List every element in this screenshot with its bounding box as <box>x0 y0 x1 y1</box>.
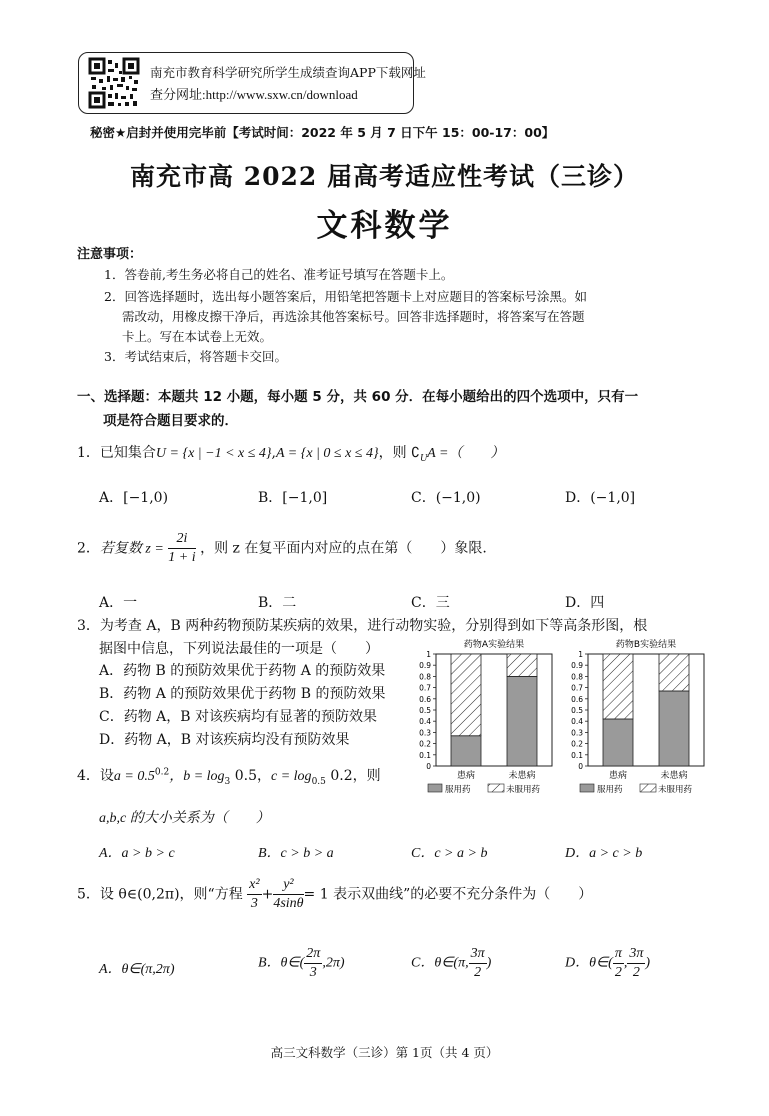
y-tick-label: 0.6 <box>419 694 431 704</box>
q4-a-exp: 0.2 <box>154 767 170 778</box>
q5-option-d[interactable]: D．θ∈( $\frac{\pi}{2}$ , $\frac{3\pi}{2}$ ) <box>565 946 651 980</box>
instruction-item: 卡上。写在本试卷上无效。 <box>122 329 273 344</box>
q4-text: 设 <box>99 768 114 784</box>
q1-set-a: A = {x | 0 ≤ x ≤ 4} <box>275 446 379 461</box>
q4-text-line2: a,b,c 的大小关系为（ ） <box>99 811 270 826</box>
bar-took-drug <box>451 736 481 766</box>
section-heading-line2: 项是符合题目要求的． <box>103 413 238 429</box>
q5-fraction-y: $\frac{\text{y²}}{4\sin\theta}$ <box>273 877 304 911</box>
category-label: 患病 <box>608 771 628 781</box>
category-label: 未患病 <box>660 771 688 781</box>
qr-caption-line2[interactable]: 查分网址:http://www.sxw.cn/download <box>150 87 358 102</box>
q4-b-sub: 3 <box>224 776 231 787</box>
instruction-item: 3．考试结束后，将答题卡交回。 <box>104 349 287 364</box>
y-tick-label: 0 <box>426 762 431 771</box>
q2-text: 若复数 z = <box>99 541 164 557</box>
qr-code-icon[interactable] <box>88 57 140 109</box>
question-number: 1． <box>77 445 100 461</box>
q3-charts <box>410 636 730 796</box>
q2-option-b[interactable]: B．二 <box>258 595 297 611</box>
page-footer: 高三文科数学（三诊）第 1页（共 4 页） <box>270 1045 499 1060</box>
q2-option-c[interactable]: C．三 <box>411 595 450 611</box>
y-tick-label: 0.2 <box>419 739 431 749</box>
y-tick-label: 0.1 <box>571 750 583 760</box>
y-tick-label: 0.5 <box>419 706 431 715</box>
exam-title: 南充市高 2022 届高考适应性考试（三诊） <box>130 162 639 191</box>
instruction-item: 需改动，用橡皮擦干净后，再选涂其他答案标号。回答非选择题时，将答案写在答题 <box>122 309 585 324</box>
question-2 <box>77 530 487 567</box>
instructions-heading: 注意事项： <box>77 247 143 262</box>
q1-set-u: U = {x | −1 < x ≤ 4} <box>155 446 272 461</box>
y-tick-label: 0.4 <box>571 717 583 727</box>
y-tick-label: 0.9 <box>571 661 583 671</box>
q2-fraction: $\frac{2i}{1 + i}$ <box>168 531 196 565</box>
q1-comma: , <box>271 445 276 461</box>
y-tick-label: 0.3 <box>419 728 431 738</box>
exam-subject: 文科数学 <box>316 208 453 244</box>
y-tick-label: 0.4 <box>419 717 431 727</box>
q4-c: c = log <box>271 769 312 784</box>
y-tick-label: 0.5 <box>571 706 583 715</box>
bar-no-drug <box>659 654 689 691</box>
q2-option-d[interactable]: D．四 <box>565 595 605 611</box>
y-tick-label: 0.9 <box>419 661 431 671</box>
y-tick-label: 0.7 <box>419 683 431 693</box>
q3-option-c[interactable]: C．药物 A，B 对该疾病均有显著的预防效果 <box>99 709 378 725</box>
bar-no-drug <box>507 654 537 676</box>
bar-took-drug <box>603 719 633 766</box>
y-tick-label: 0.7 <box>571 683 583 693</box>
y-tick-label: 0.8 <box>419 672 431 682</box>
bar-took-drug <box>507 676 537 766</box>
q5-text: 设 θ∈(0,2π)，则“方程 <box>99 886 243 903</box>
legend-label: 未服用药 <box>506 785 541 795</box>
section-heading-line1: 一、选择题：本题共 12 小题，每小题 5 分，共 60 分．在每小题给出的四个选项中，只有一 <box>77 389 639 405</box>
q1-text: 已知集合 <box>99 445 156 461</box>
question-number: 2． <box>77 540 100 557</box>
q4-b: ，b = log <box>169 769 225 784</box>
legend-swatch-no-drug <box>488 784 504 792</box>
q1-option-b[interactable]: B．[−1,0] <box>258 490 328 506</box>
question-4 <box>77 765 381 787</box>
q3-option-a[interactable]: A．药物 B 的预防效果优于药物 A 的预防效果 <box>99 663 386 679</box>
q1-tail: A =（ ） <box>427 446 505 461</box>
chart-title: 药物A实验结果 <box>463 640 525 650</box>
category-label: 未患病 <box>508 771 536 781</box>
q2-option-a[interactable]: A．一 <box>99 595 138 611</box>
legend-label: 未服用药 <box>658 785 693 795</box>
q5-option-b[interactable]: B．θ∈( $\frac{2\pi}{3}$ ,2π) <box>258 946 345 980</box>
q4-a: a = 0.5 <box>113 769 155 784</box>
question-number: 3． <box>77 618 100 634</box>
legend-swatch-no-drug <box>640 784 656 792</box>
q4-c-tail: 0.2，则 <box>325 768 381 784</box>
q3-option-d[interactable]: D．药物 A，B 对该疾病均没有预防效果 <box>99 732 350 748</box>
y-tick-label: 1 <box>426 650 431 659</box>
instruction-item: 1．答卷前,考生务必将自己的姓名、准考证号填写在答题卡上。 <box>104 267 454 282</box>
y-tick-label: 1 <box>578 650 583 659</box>
q5-fraction-x: $\frac{\text{x²}}{3}$ <box>249 877 260 911</box>
q5-option-a[interactable]: A．θ∈(π,2π) <box>99 962 175 977</box>
q1-option-d[interactable]: D．(−1,0] <box>565 490 636 506</box>
q4-c-sub: 0.5 <box>311 776 326 787</box>
bar-no-drug <box>451 654 481 736</box>
y-tick-label: 0.6 <box>571 694 583 704</box>
q5-tail: = 1 表示双曲线”的必要不充分条件为（ ） <box>303 886 593 903</box>
exam-time-notice: 秘密★启封并使用完毕前【考试时间：2022 年 5 月 7 日下午 15：00-17：00】 <box>90 125 555 140</box>
q1-complement: ，则 ∁ <box>378 445 420 461</box>
y-tick-label: 0.1 <box>419 750 431 760</box>
question-5 <box>77 876 592 913</box>
legend-label: 服用药 <box>445 785 471 795</box>
y-tick-label: 0.2 <box>571 739 583 749</box>
section-heading <box>77 385 717 433</box>
bar-no-drug <box>603 654 633 719</box>
question-number: 4． <box>77 768 100 784</box>
q4-option-c[interactable]: C．c > a > b <box>411 846 488 861</box>
question-1 <box>77 442 504 464</box>
bar-took-drug <box>659 691 689 766</box>
q5-plus: + <box>261 886 274 903</box>
category-label: 患病 <box>456 771 476 781</box>
q4-b-tail: 0.5， <box>230 768 271 784</box>
q1-option-c[interactable]: C．(−1,0) <box>411 490 481 506</box>
q3-text-line2: 据图中信息，下列说法最佳的一项是（ ） <box>99 641 379 657</box>
q1-sub: U <box>419 452 428 464</box>
question-number: 5． <box>77 886 100 903</box>
legend-swatch-took-drug <box>580 784 594 792</box>
q5-option-c[interactable]: C．θ∈(π, $\frac{3\pi}{2}$ ) <box>411 946 492 980</box>
q3-text-line1: 为考查 A，B 两种药物预防某疾病的效果，进行动物实验，分别得到如下等高条形图，根 <box>99 618 648 634</box>
q2-tail: ，则 z 在复平面内对应的点在第（ ）象限. <box>200 540 487 557</box>
q3-option-b[interactable]: B．药物 A 的预防效果优于药物 B 的预防效果 <box>99 686 386 702</box>
chart-title: 药物B实验结果 <box>615 640 677 650</box>
q1-option-a[interactable]: A．[−1,0) <box>99 490 169 506</box>
y-tick-label: 0 <box>578 762 583 771</box>
legend-swatch-took-drug <box>428 784 442 792</box>
legend-label: 服用药 <box>597 785 623 795</box>
instruction-item: 2．回答选择题时，选出每小题答案后，用铅笔把答题卡上对应题目的答案标号涂黑。如 <box>104 289 587 304</box>
qr-caption-line1: 南充市教育科学研究所学生成绩查询APP下载网址 <box>150 65 426 80</box>
q4-option-d[interactable]: D．a > c > b <box>565 846 643 861</box>
q4-option-a[interactable]: A．a > b > c <box>99 846 175 861</box>
y-tick-label: 0.8 <box>571 672 583 682</box>
y-tick-label: 0.3 <box>571 728 583 738</box>
question-3 <box>77 615 647 635</box>
q4-option-b[interactable]: B．c > b > a <box>258 846 334 861</box>
